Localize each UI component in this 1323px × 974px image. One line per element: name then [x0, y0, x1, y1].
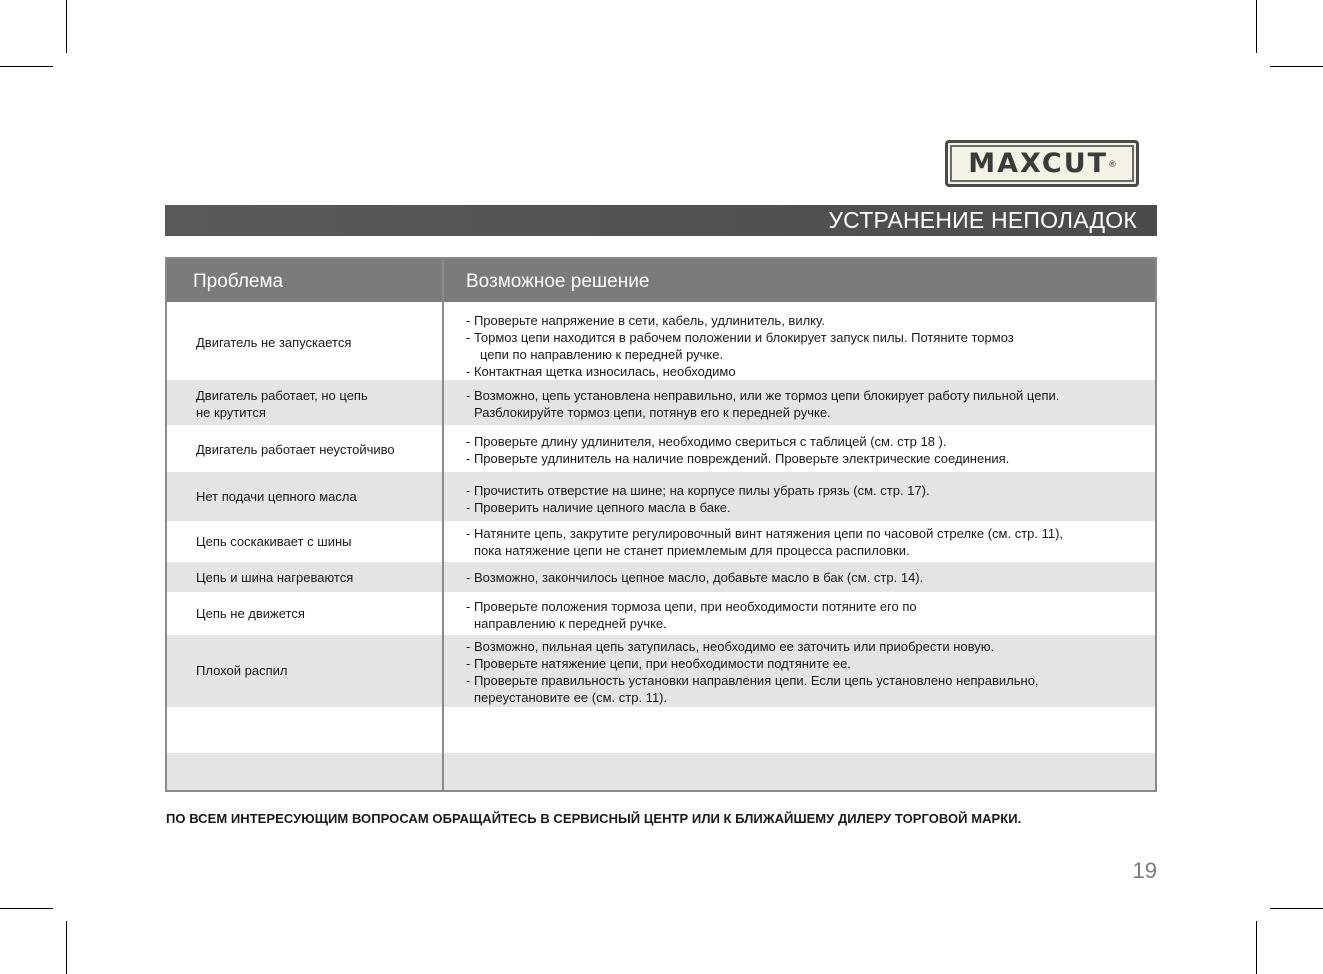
solution-line: - Проверьте положения тормоза цепи, при необходимости потяните его по	[466, 599, 917, 614]
crop-mark	[0, 908, 53, 909]
solution-line: переустановите ее (см. стр. 11).	[474, 690, 668, 705]
empty-row	[167, 753, 1155, 790]
problem-text: Плохой распил	[196, 663, 288, 678]
solution-line: пока натяжение цепи не станет приемлемым для процесса распиловки.	[474, 543, 910, 558]
crop-mark	[66, 0, 67, 53]
brand-logo	[945, 140, 1139, 187]
crop-mark	[66, 921, 67, 974]
problem-text: Цепь и шина нагреваются	[196, 570, 354, 585]
solution-line: - Проверьте длину удлинителя, необходимо свериться с таблицей (см. стр 18 ).	[466, 434, 947, 449]
section-title-bar	[165, 205, 1157, 236]
table-row	[167, 425, 1155, 472]
solution-cell	[466, 598, 1146, 632]
problem-text: Нет подачи цепного масла	[196, 489, 357, 504]
table-row	[167, 302, 1155, 380]
solution-cell	[466, 482, 1146, 516]
solution-line: направлению к передней ручке.	[474, 616, 667, 631]
table-row	[167, 592, 1155, 635]
problem-text: Двигатель работает, но цепь	[196, 388, 368, 403]
solution-line: Разблокируйте тормоз цепи, потянув его к передней ручке.	[474, 405, 831, 420]
header-problem: Проблема	[193, 271, 284, 292]
header-solution: Возможное решение	[466, 271, 650, 292]
problem-cell	[196, 569, 436, 586]
page-number: 19	[1132, 858, 1157, 883]
problem-text: Двигатель работает неустойчиво	[196, 442, 395, 457]
troubleshooting-table	[165, 257, 1157, 792]
problem-cell	[196, 387, 436, 421]
solution-cell	[466, 525, 1146, 559]
brand-logo-text: MAXCUT	[968, 148, 1109, 179]
solution-line: - Проверьте напряжение в сети, кабель, удлинитель, вилку.	[466, 313, 825, 328]
crop-mark	[1270, 66, 1323, 67]
problem-cell	[196, 488, 436, 505]
table-row	[167, 562, 1155, 592]
table-header	[167, 259, 1155, 302]
solution-line: - Возможно, цепь установлена неправильно, или же тормоз цепи блокирует работу пильной цепи.	[466, 388, 1060, 403]
solution-line: - Контактная щетка износилась, необходимо	[466, 364, 736, 379]
solution-line: - Возможно, закончилось цепное масло, добавьте масло в бак (см. стр. 14).	[466, 570, 924, 585]
problem-text: Двигатель не запускается	[196, 335, 352, 350]
solution-line: - Проверьте удлинитель на наличие повреждений. Проверьте электрические соединения.	[466, 451, 1010, 466]
table-row	[167, 635, 1155, 707]
problem-cell	[196, 441, 436, 458]
solution-line: - Натяните цепь, закрутите регулировочный винт натяжения цепи по часовой стрелке (см. стр. 11),	[466, 526, 1064, 541]
solution-line: - Проверить наличие цепного масла в баке.	[466, 500, 731, 515]
crop-mark	[1270, 908, 1323, 909]
problem-cell	[196, 662, 436, 679]
solution-line: - Проверьте правильность установки направления цепи. Если цепь установлено неправильно,	[466, 673, 1039, 688]
table-row	[167, 380, 1155, 425]
solution-line: - Возможно, пильная цепь затупилась, необходимо ее заточить или приобрести новую.	[466, 639, 995, 654]
table-row	[167, 521, 1155, 562]
solution-line: - Тормоз цепи находится в рабочем положении и блокирует запуск пилы. Потяните тормоз	[466, 330, 1014, 345]
problem-cell	[196, 533, 436, 550]
column-divider	[442, 259, 444, 790]
section-title: УСТРАНЕНИЕ НЕПОЛАДОК	[828, 207, 1137, 233]
solution-line: цепи по направлению к передней ручке.	[480, 347, 724, 362]
solution-cell	[466, 638, 1146, 706]
solution-cell	[466, 387, 1146, 421]
problem-cell	[196, 605, 436, 622]
crop-mark	[1256, 921, 1257, 974]
table-row	[167, 472, 1155, 521]
registered-mark: ®	[1109, 158, 1116, 169]
empty-row	[167, 707, 1155, 753]
solution-cell	[466, 433, 1146, 467]
problem-text: не крутится	[196, 405, 266, 420]
solution-cell	[466, 312, 1146, 380]
solution-line: - Проверьте натяжение цепи, при необходимости подтяните ее.	[466, 656, 851, 671]
footer-note: ПО ВСЕМ ИНТЕРЕСУЮЩИМ ВОПРОСАМ ОБРАЩАЙТЕСЬ В СЕРВИСНЫЙ ЦЕНТР ИЛИ К БЛИЖАЙШЕМУ ДИЛЕРУ ТОРГОВОЙ МАРКИ.	[166, 811, 1022, 826]
problem-text: Цепь не движется	[196, 606, 305, 621]
solution-cell	[466, 569, 1146, 586]
solution-line: - Прочистить отверстие на шине; на корпусе пилы убрать грязь (см. стр. 17).	[466, 483, 930, 498]
crop-mark	[0, 66, 53, 67]
problem-cell	[196, 334, 436, 351]
crop-mark	[1256, 0, 1257, 53]
problem-text: Цепь соскакивает с шины	[196, 534, 352, 549]
